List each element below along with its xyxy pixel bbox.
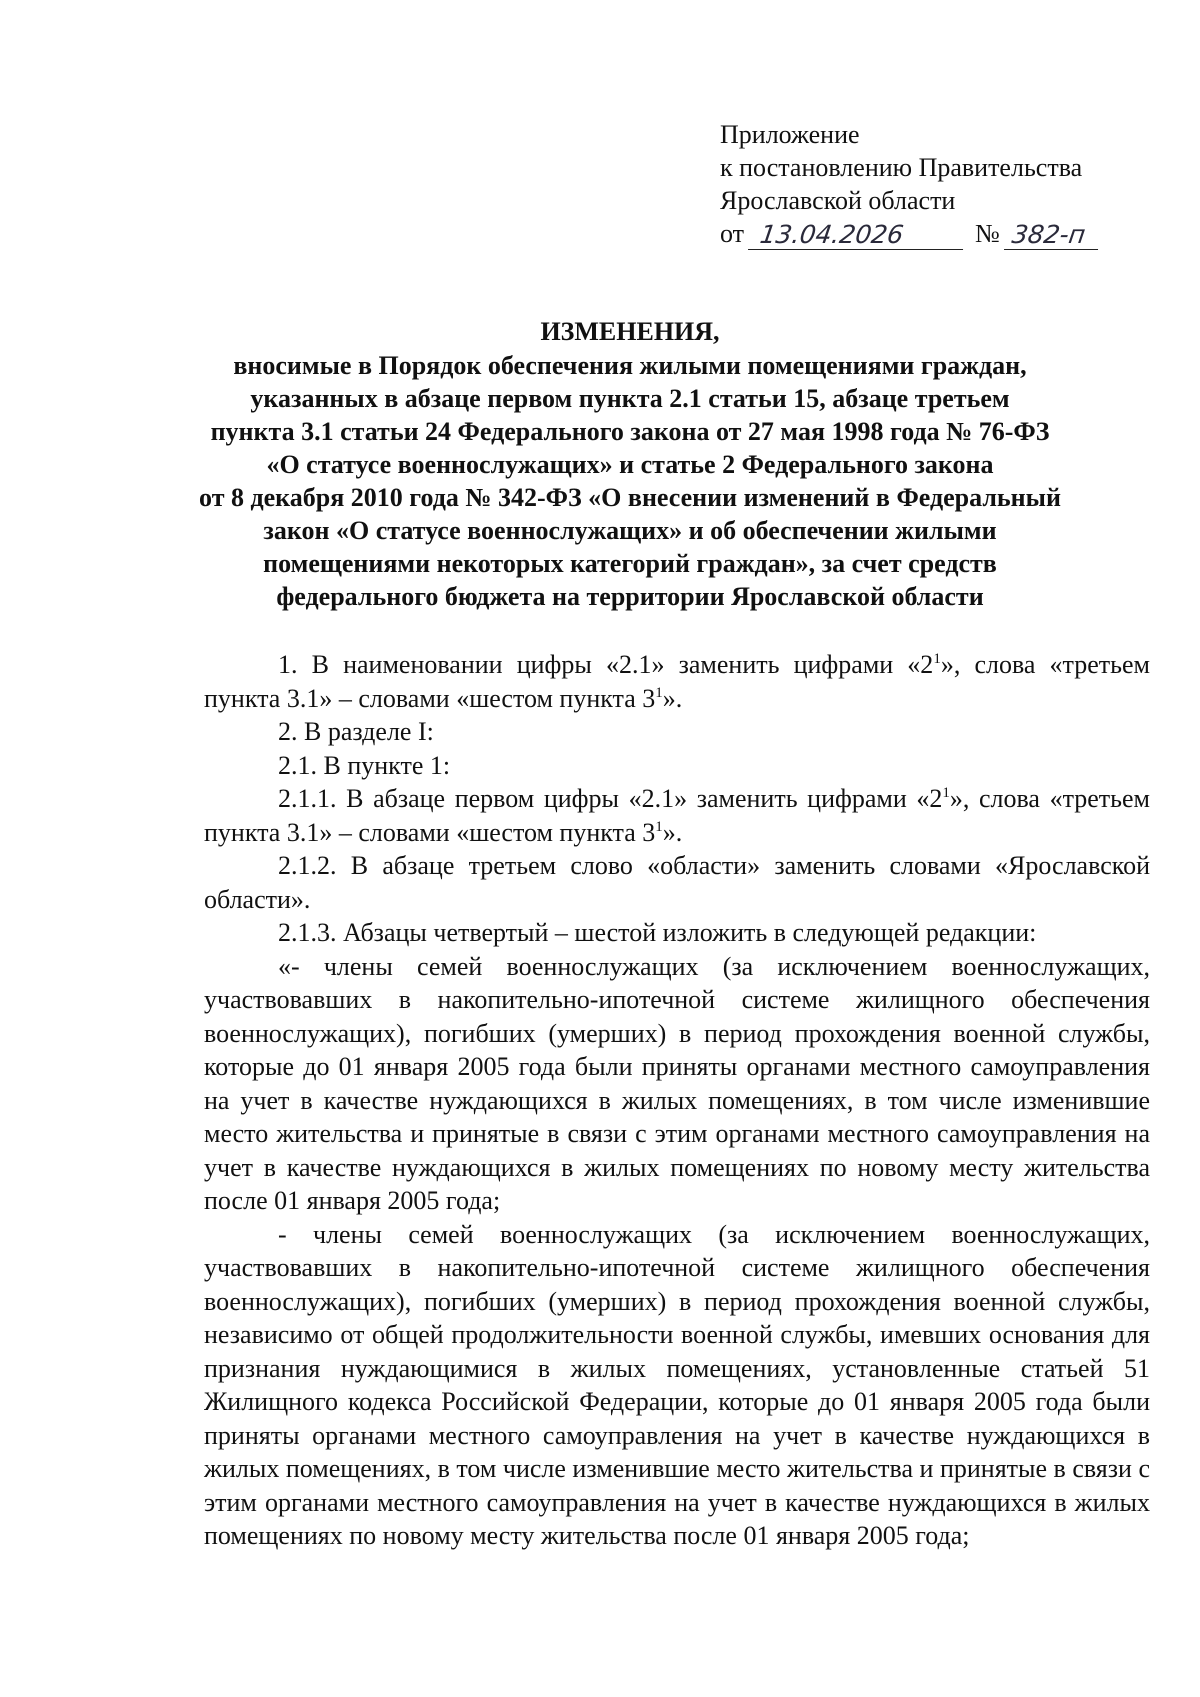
paragraph-1-text-a: 1. В наименовании цифры «2.1» заменить цифрами «2	[278, 650, 934, 679]
title-line: вносимые в Порядок обеспечения жилыми помещениями граждан,	[233, 351, 1027, 380]
superscript: 1	[655, 818, 663, 835]
superscript: 1	[933, 651, 941, 667]
date-prefix: от	[720, 219, 745, 248]
attachment-resolution-line: к постановлению Правительства	[720, 153, 1083, 182]
attachment-region-line: Ярославской области	[720, 186, 956, 215]
handwritten-number: 382-п	[1004, 221, 1102, 250]
superscript: 1	[655, 684, 663, 701]
number-prefix: №	[975, 219, 1000, 248]
title-line: указанных в абзаце первом пункта 2.1 статьи 15, абзаце третьем	[250, 384, 1010, 413]
paragraph-4	[204, 782, 1150, 849]
paragraph-1-text-b: », слова «третьем пункта 3.1» – словами «шестом пункта 3	[204, 650, 1150, 713]
attachment-date-number-line	[720, 217, 1160, 250]
paragraph-5: 2.1.2. В абзаце третьем слово «области» заменить словами «Ярославской области».	[204, 851, 1150, 914]
title-line: помещениями некоторых категорий граждан», за счет средств	[263, 549, 997, 578]
title-line: от 8 декабря 2010 года № 342-ФЗ «О внесении изменений в Федеральный	[199, 483, 1061, 512]
superscript: 1	[942, 785, 950, 801]
title-heading: ИЗМЕНЕНИЯ,	[540, 317, 720, 346]
paragraph-7: «- члены семей военнослужащих (за исключением военнослужащих, участвовавших в накопительно-ипотечной системе жилищного обеспечения военнослужащих), погибших (умерших) в период прохождения военной службы, которые до 01 января 2005 года были приняты органами местного самоуправления на учет в качестве нуждающихся в жилых помещениях, в том числе изменившие место жительства и принятые в связи с этим органами местного самоуправления на учет в качестве нуждающихся в жилых помещениях по новому месту жительства после 01 января 2005 года;	[204, 951, 1150, 1215]
paragraph-4-text-a: 2.1.1. В абзаце первом цифры «2.1» заменить цифрами «2	[278, 784, 943, 813]
paragraph-8: - члены семей военнослужащих (за исключением военнослужащих, участвовавших в накопительно-ипотечной системе жилищного обеспечения военнослужащих), погибших (умерших) в период прохождения военной службы, независимо от общей продолжительности военной службы, имевших основания для признания нуждающимися в жилых помещениях, установленные статьей 51 Жилищного кодекса Российской Федерации, которые до 01 января 2005 года были приняты органами местного самоуправления на учет в качестве нуждающихся в жилых помещениях, в том числе изменившие место жительства и принятые в связи с этим органами местного самоуправления на учет в качестве нуждающихся в жилых помещениях по новому месту жительства после 01 января 2005 года;	[204, 1219, 1150, 1550]
document-title	[180, 315, 1080, 613]
paragraph-6: 2.1.3. Абзацы четвертый – шестой изложить в следующей редакции:	[278, 918, 1037, 947]
paragraph-1	[204, 648, 1150, 715]
title-line: пункта 3.1 статьи 24 Федерального закона от 27 мая 1998 года № 76-ФЗ	[210, 417, 1050, 446]
attachment-block	[720, 118, 1160, 250]
title-line: федерального бюджета на территории Ярославской области	[276, 582, 984, 611]
title-line: закон «О статусе военнослужащих» и об обеспечении жилыми	[263, 516, 997, 545]
paragraph-4-text-b: », слова «третьем пункта 3.1» – словами «шестом пункта 3	[204, 784, 1151, 847]
attachment-label: Приложение	[720, 120, 860, 149]
handwritten-date: 13.04.2026	[748, 221, 967, 250]
paragraph-4-text-c: ».	[662, 817, 683, 847]
paragraph-2: 2. В разделе I:	[278, 717, 434, 746]
title-line: «О статусе военнослужащих» и статье 2 Федерального закона	[266, 450, 994, 479]
document-body	[204, 648, 1150, 1553]
paragraph-1-text-c: ».	[662, 683, 683, 713]
paragraph-3: 2.1. В пункте 1:	[278, 750, 451, 780]
